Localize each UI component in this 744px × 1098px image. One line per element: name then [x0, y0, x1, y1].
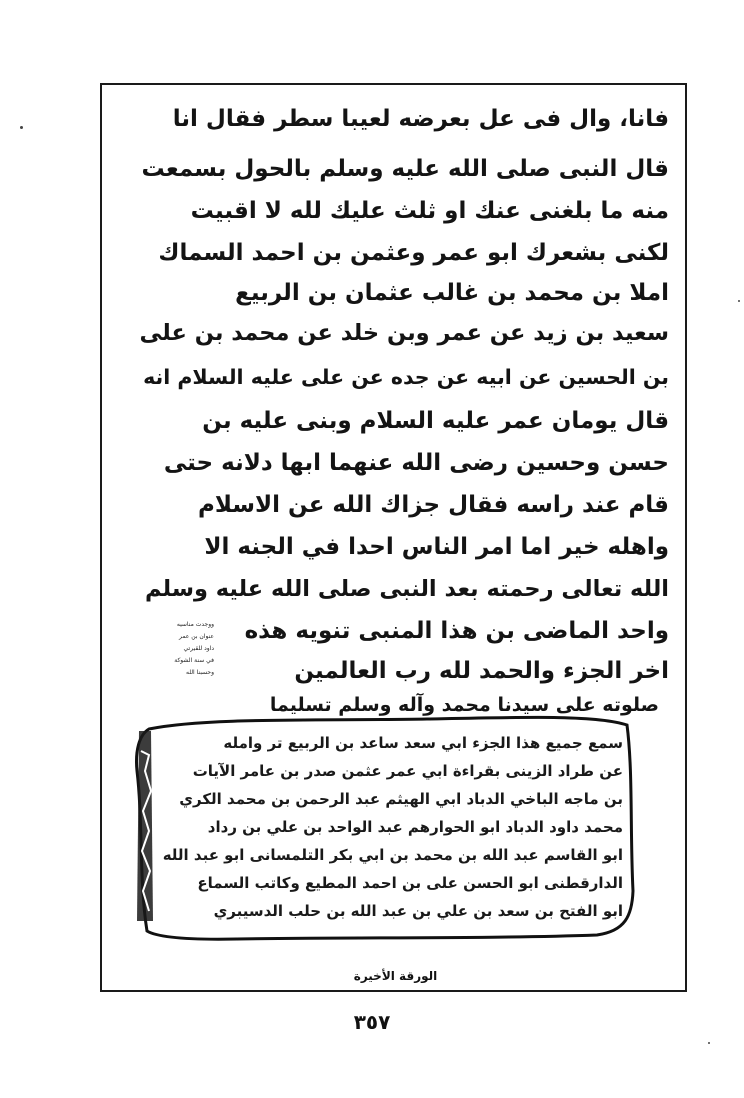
manuscript-line: املا بن محمد بن غالب عثمان بن الربيع — [235, 280, 669, 306]
manuscript-line: سعيد بن زيد عن عمر وبن خلد عن محمد بن على — [139, 320, 669, 346]
margin-note: في سنة الشوكة — [174, 657, 214, 664]
manuscript-frame — [100, 83, 687, 992]
samaa-certificate — [127, 711, 637, 941]
manuscript-line: لكنى بشعرك ابو عمر وعثمن بن احمد السماك — [158, 240, 669, 266]
manuscript-line: قال النبى صلى الله عليه وسلم بالحول بسمعت — [141, 156, 669, 182]
manuscript-line: قال يومان عمر عليه السلام وبنى عليه بن — [202, 408, 669, 434]
margin-note: داود للقيرتي — [183, 645, 214, 652]
scan-speck — [708, 1042, 710, 1044]
manuscript-line: صلوته على سيدنا محمد وآله وسلم تسليما — [269, 694, 659, 716]
scan-speck — [20, 126, 23, 129]
manuscript-image — [122, 99, 669, 983]
manuscript-line: الله تعالى رحمته بعد النبى صلى الله عليه وسلم — [145, 576, 669, 602]
samaa-line: الدارقطنى ابو الحسن على بن احمد المطيع وكاتب السماع — [197, 874, 623, 892]
samaa-line: بن ماجه الباخي الدباد ابي الهيثم عبد الرحمن بن محمد الكري — [179, 790, 623, 808]
manuscript-main-text — [122, 99, 669, 716]
samaa-line: محمد داود الدباد ابو الحوارهم عبد الواحد بن علي بن رداد — [207, 818, 623, 836]
manuscript-line: اخر الجزء والحمد لله رب العالمين — [294, 658, 669, 684]
page-number: ٣٥٧ — [353, 1010, 391, 1034]
manuscript-line: قام عند راسه فقال جزاك الله عن الاسلام — [198, 492, 669, 518]
manuscript-line: بن الحسين عن ابيه عن جده عن على عليه السلام انه — [143, 365, 669, 389]
samaa-line: ابو الفتح بن سعد بن علي بن عبد الله بن حلب الدسيبري — [213, 902, 623, 920]
margin-notes — [104, 619, 214, 679]
scan-speck — [738, 300, 740, 302]
manuscript-line: واحد الماضى بن هذا المنبى تنويه هذه — [244, 618, 669, 644]
samaa-line: عن طراد الزينى بقراءة ابي عمر عثمن صدر بن عامر الآيات — [192, 762, 623, 780]
samaa-line: ابو القاسم عبد الله بن محمد بن ابي بكر التلمسانى ابو عبد الله — [162, 846, 623, 864]
samaa-line: سمع جميع هذا الجزء ابي سعد ساعد بن الربيع تر وامله — [223, 734, 623, 752]
margin-note: عنوان بن عمر — [179, 633, 214, 640]
manuscript-line: فانا، وال فى عل بعرضه لعيبا سطر فقال انا — [172, 106, 669, 132]
manuscript-line: حسن وحسين رضى الله عنهما ابها دلانه حتى — [163, 450, 669, 476]
manuscript-line: منه ما بلغنى عنك او ثلث عليك لله لا اقبيت — [190, 198, 669, 224]
margin-note: وحسبنا الله — [185, 669, 214, 676]
figure-caption: الورقة الأخيرة — [353, 969, 438, 983]
manuscript-line: واهله خير اما امر الناس احدا في الجنه الا — [204, 534, 669, 560]
margin-note: ووجدت مناسيه — [176, 621, 214, 628]
